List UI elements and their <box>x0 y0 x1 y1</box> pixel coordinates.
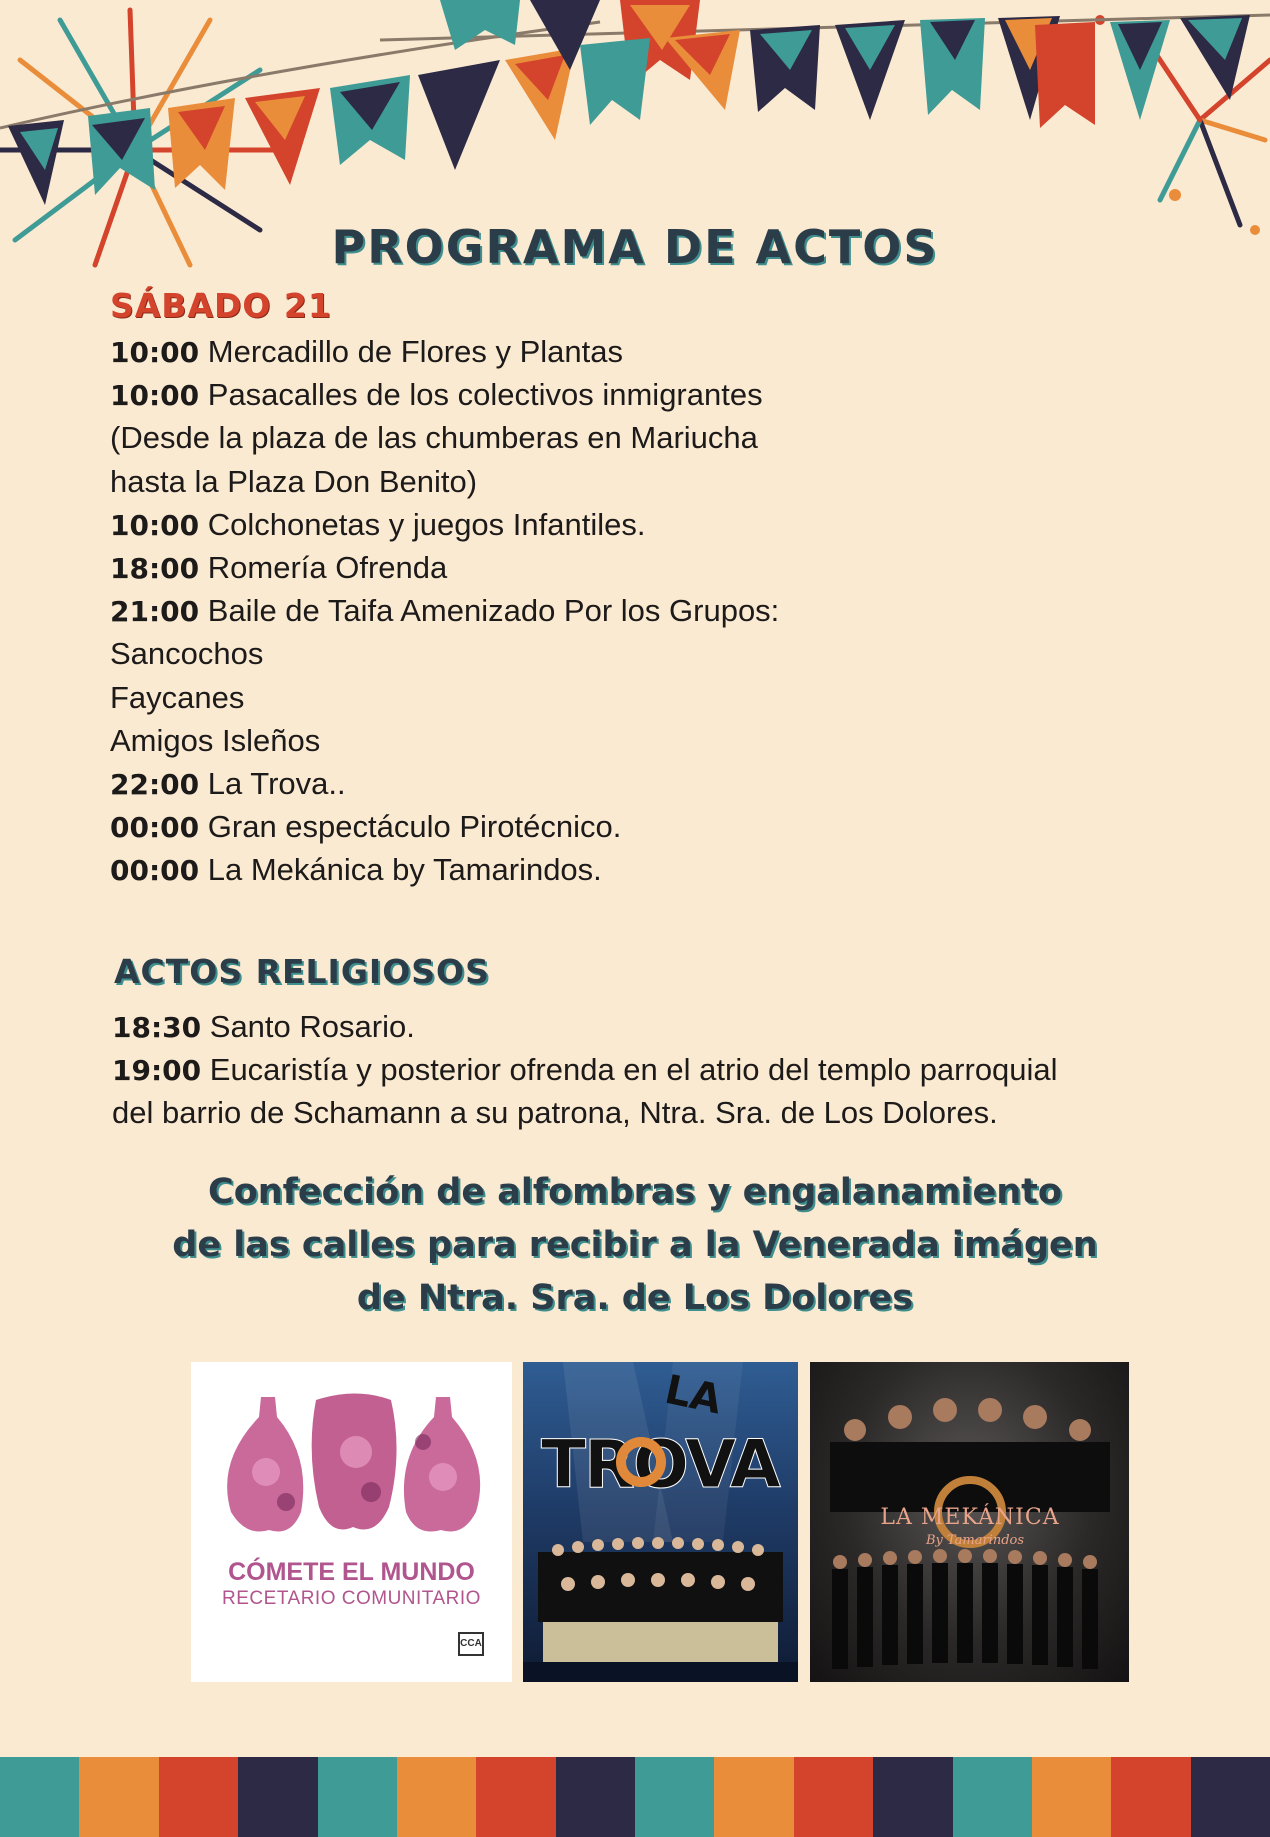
schedule-line <box>110 632 779 675</box>
band-members-bottom-icon <box>832 1549 1098 1669</box>
schedule-text: Sancochos <box>110 636 264 672</box>
mekanica-by-text: By Tamarindos <box>925 1533 1025 1548</box>
schedule-line <box>110 805 779 848</box>
religious-schedule <box>112 1005 1058 1135</box>
schedule-text: Amigos Isleños <box>110 722 321 758</box>
schedule-line <box>110 546 779 589</box>
trova-logo-main: TROVA <box>541 1426 779 1503</box>
schedule-line <box>110 676 779 719</box>
poster-comete-el-mundo <box>191 1362 512 1682</box>
schedule-text: Baile de Taifa Amenizado Por los Grupos: <box>207 593 780 629</box>
saturday-heading: SÁBADO 21 <box>110 286 332 325</box>
schedule-time: 00:00 <box>110 854 200 888</box>
notice-line: de las calles para recibir a la Venerada imágen <box>172 1225 1098 1265</box>
schedule-line <box>110 719 779 762</box>
schedule-line <box>112 1048 1058 1091</box>
schedule-text: Santo Rosario. <box>209 1009 415 1044</box>
schedule-line <box>110 503 779 546</box>
notice-text <box>0 1166 1270 1325</box>
saturday-schedule <box>110 330 779 891</box>
schedule-text: Eucaristía y posterior ofrenda en el atrio del templo parroquial <box>209 1052 1058 1088</box>
schedule-time: 19:00 <box>112 1054 202 1088</box>
page-title: PROGRAMA DE ACTOS <box>331 220 939 274</box>
schedule-time: 10:00 <box>110 336 200 369</box>
schedule-line <box>112 1005 1058 1048</box>
poster-la-trova <box>523 1362 798 1682</box>
schedule-time: 10:00 <box>110 379 200 413</box>
trova-logo-top: LA <box>660 1366 726 1424</box>
schedule-time: 10:00 <box>110 508 200 542</box>
schedule-text: hasta la Plaza Don Benito) <box>110 463 478 499</box>
poster-title: CÓMETE EL MUNDO <box>228 1558 475 1586</box>
religious-heading: ACTOS RELIGIOSOS <box>114 952 490 991</box>
schedule-text: del barrio de Schamann a su patrona, Ntra. Sra. de Los Dolores. <box>112 1095 998 1131</box>
schedule-text: La Mekánica by Tamarindos. <box>207 852 602 888</box>
schedule-line <box>110 589 779 632</box>
poster-subtitle: RECETARIO COMUNITARIO <box>222 1588 481 1609</box>
schedule-line <box>110 416 779 459</box>
schedule-text: La Trova.. <box>207 765 346 801</box>
notice-line: Confección de alfombras y engalanamiento <box>208 1172 1062 1212</box>
band-members-top-icon <box>830 1398 1110 1512</box>
schedule-time: 22:00 <box>110 767 200 801</box>
lungs-illustration-icon <box>191 1362 512 1552</box>
schedule-line <box>110 762 779 805</box>
bottom-stripe-decoration <box>0 1757 1270 1837</box>
schedule-time: 21:00 <box>110 595 200 629</box>
schedule-text: Colchonetas y juegos Infantiles. <box>207 506 646 542</box>
schedule-time: 18:00 <box>110 551 200 585</box>
mekanica-logo-text: LA MEKÁNICA <box>880 1505 1060 1530</box>
poster-la-mekanica <box>810 1362 1129 1682</box>
schedule-text: Gran espectáculo Pirotécnico. <box>207 809 622 845</box>
schedule-line <box>110 460 779 503</box>
notice-line: de Ntra. Sra. de Los Dolores <box>356 1278 914 1318</box>
schedule-text: Faycanes <box>110 679 245 715</box>
schedule-line <box>110 373 779 416</box>
bunting-flags-icon <box>8 0 1250 205</box>
schedule-text: (Desde la plaza de las chumberas en Mariucha <box>110 420 758 456</box>
schedule-line <box>110 848 779 891</box>
choir-group-icon <box>523 1537 798 1682</box>
schedule-line <box>112 1091 1058 1134</box>
schedule-time: 18:30 <box>112 1011 202 1044</box>
schedule-time: 00:00 <box>110 811 200 845</box>
cca-logo: CCA <box>458 1632 484 1656</box>
schedule-text: Pasacalles de los colectivos inmigrantes <box>207 377 763 413</box>
schedule-text: Mercadillo de Flores y Plantas <box>207 334 623 369</box>
schedule-text: Romería Ofrenda <box>207 549 448 585</box>
schedule-line <box>110 330 779 373</box>
